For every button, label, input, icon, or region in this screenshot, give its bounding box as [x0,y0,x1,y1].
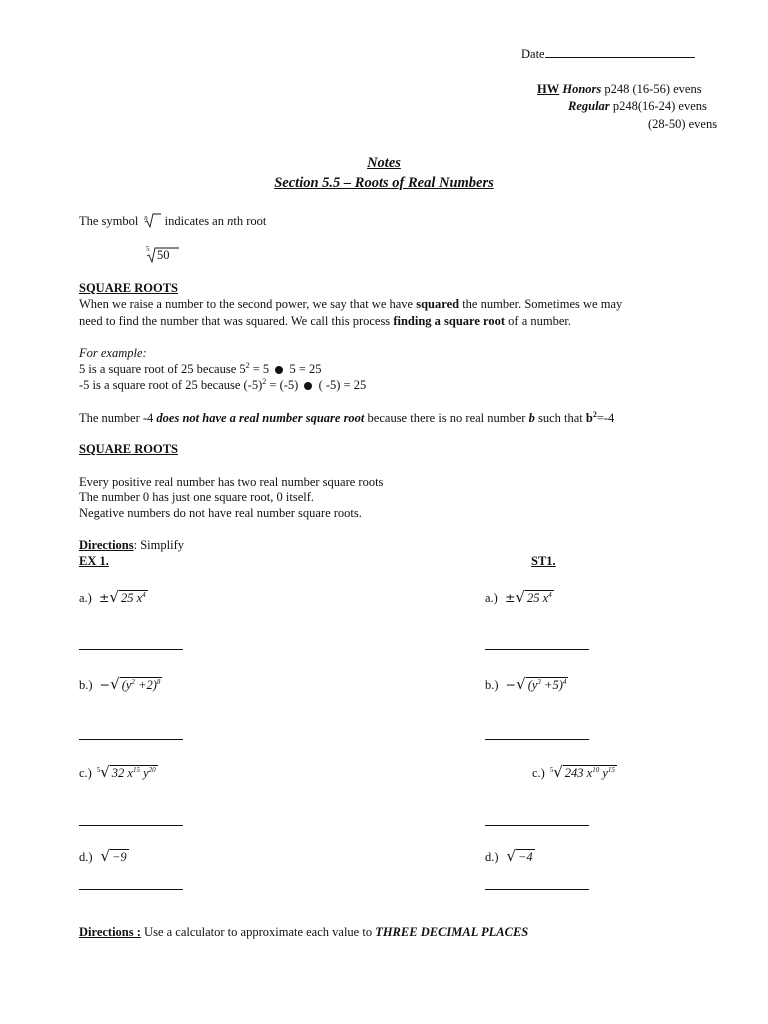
ex1-problem-b: b.) −√ $(y^2 +2)^8$ [79,675,161,693]
ex1-answer-blank-a[interactable] [79,649,183,650]
st1-answer-blank-c[interactable] [485,825,589,826]
st1-problem-d: d.) √ −4 [485,847,533,865]
rule-line-3: Negative numbers do not have real number square roots. [79,506,362,520]
ex1-answer-blank-d[interactable] [79,889,183,890]
st1-answer-blank-b[interactable] [485,739,589,740]
ex1-answer-blank-b[interactable] [79,739,183,740]
multiply-dot-icon [304,382,312,390]
hw-label: HW [537,82,560,96]
paragraph-line-2: need to find the number that was squared. We call this process finding a square root of a number. [79,314,571,328]
honors-label: Honors [562,82,602,96]
date-label: Date [521,47,545,61]
section-heading-square-roots-2: SQUARE ROOTS [79,442,178,456]
example-radical [146,246,180,264]
negative-root-line: The number -4 does not have a real number square root because there is no real number b such that $b^2=-4$ [79,410,615,426]
paragraph-line-1: When we raise a number to the second power, we say that we have squared the number. Sometimes we may [79,297,623,311]
ex1-problem-c: c.) $^5$√ 32 $x^{15}$ $y^{20}$ [79,763,156,781]
rule-line-2: The number 0 has just one square root, 0 itself. [79,490,315,504]
hw-regular-line [568,99,707,114]
st1-heading: ST1. [531,554,556,568]
st1-answer-blank-a[interactable] [485,649,589,650]
radical-index: 5 [146,245,150,253]
nth-root-symbol-icon [142,212,162,228]
ex1-answer-blank-c[interactable] [79,825,183,826]
st1-problem-c: c.) $^5$√ 243 $x^{10}$ $y^{15}$ [532,763,615,781]
svg-text:n: n [143,215,148,222]
regular-text: p248(16-24) evens [609,99,707,113]
symbol-line: The symbol n indicates an nth root [79,214,267,228]
hw-honors-line [537,82,702,97]
multiply-dot-icon [275,366,283,374]
st1-problem-b: b.) −√ $(y^3 +5)^4$ [485,675,567,693]
directions-simplify: Directions: Simplify [79,538,184,552]
radical-radicand: 50 [157,248,170,262]
directions-calculator: Directions : Use a calculator to approximate each value to THREE DECIMAL PLACES [79,925,529,939]
st1-problem-a: a.) ±√ 25 $x^4$ [485,588,552,606]
honors-text: p248 (16-56) evens [601,82,702,96]
rule-line-1: Every positive real number has two real number square roots [79,475,384,489]
title-notes: Notes [367,155,401,171]
date-field [521,47,695,62]
page-title: Section 5.5 – Roots of Real Numbers [274,175,494,191]
example-line-1: 5 is a square root of 25 because $5^2 = 5$ 5 = 25 [79,361,322,377]
section-heading-square-roots: SQUARE ROOTS [79,281,178,295]
st1-answer-blank-d[interactable] [485,889,589,890]
date-blank [545,57,695,58]
regular-text-2: (28-50) evens [648,117,718,131]
ex1-problem-a: a.) ±√ 25 $x^4$ [79,588,146,606]
ex1-heading: EX 1. [79,554,109,568]
regular-label: Regular [568,99,610,113]
for-example-label: For example: [79,346,147,360]
example-line-2: -5 is a square root of 25 because $(-5)^2 = (-5)$ ( -5) = 25 [79,377,367,393]
ex1-problem-d: d.) √ −9 [79,847,127,865]
